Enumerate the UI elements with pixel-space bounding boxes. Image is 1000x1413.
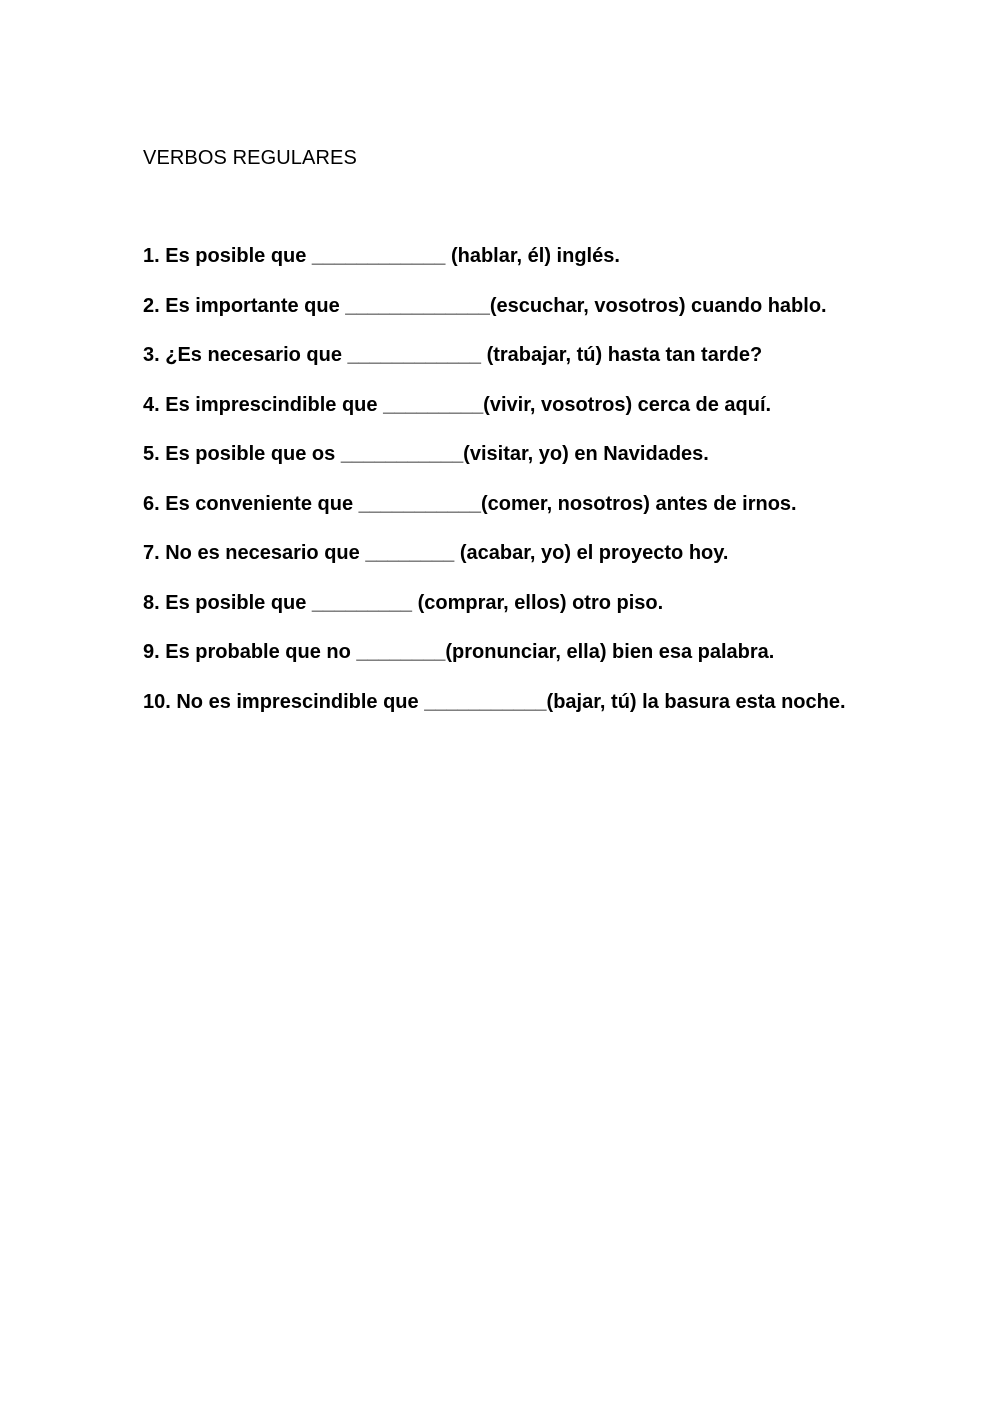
exercise-item-7: 7. No es necesario que ________ (acabar, yo) el proyecto hoy. <box>143 542 729 564</box>
exercise-item-1: 1. Es posible que ____________ (hablar, él) inglés. <box>143 245 620 267</box>
exercise-item-8: 8. Es posible que _________ (comprar, ellos) otro piso. <box>143 591 664 614</box>
exercise-item-5: 5. Es posible que os ___________(visitar, yo) en Navidades. <box>143 443 709 465</box>
exercise-item-9: 9. Es probable que no ________(pronunciar, ella) bien esa palabra. <box>143 641 775 663</box>
worksheet <box>143 145 873 713</box>
exercise-item-10: 10. No es imprescindible que ___________(bajar, tú) la basura esta noche. <box>143 690 846 713</box>
exercise-item-3: 3. ¿Es necesario que ____________ (trabajar, tú) hasta tan tarde? <box>143 344 763 366</box>
exercise-item-6: 6. Es conveniente que ___________(comer, nosotros) antes de irnos. <box>143 492 797 515</box>
worksheet-title: VERBOS REGULARES <box>143 147 357 169</box>
exercise-list <box>143 243 873 738</box>
exercise-item-2: 2. Es importante que _____________(escuchar, vosotros) cuando hablo. <box>143 294 827 317</box>
exercise-item-4: 4. Es imprescindible que _________(vivir, vosotros) cerca de aquí. <box>143 393 772 416</box>
